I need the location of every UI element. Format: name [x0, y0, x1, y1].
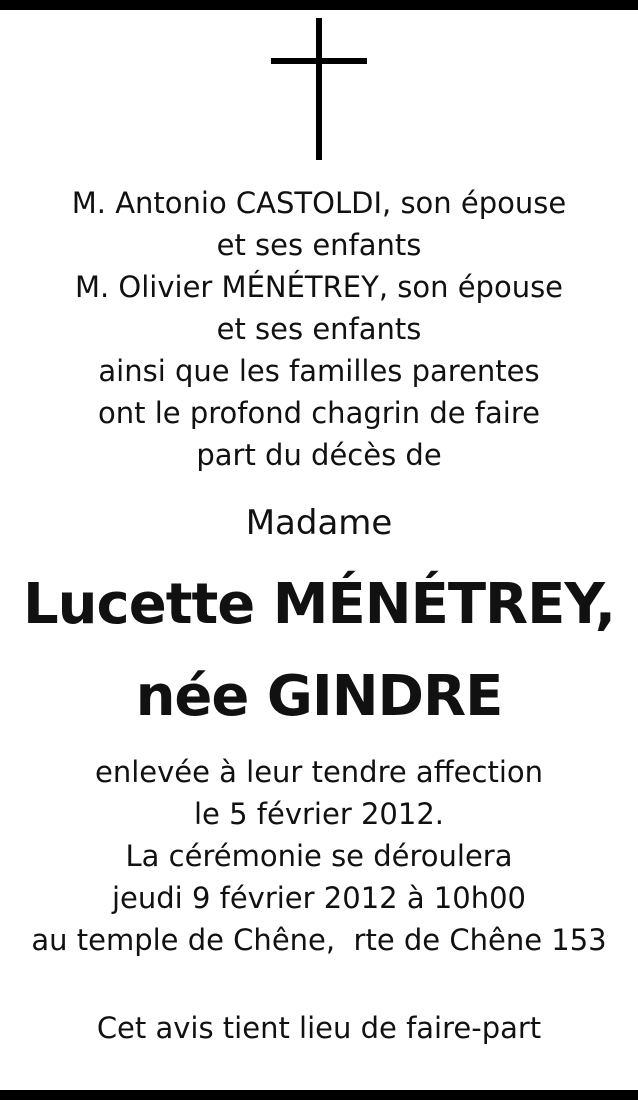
detail-line: La cérémonie se déroulera — [125, 839, 513, 873]
cross-icon — [271, 18, 367, 160]
family-line: M. Antonio CASTOLDI, son épouse — [71, 186, 567, 220]
cross-horizontal-bar — [271, 58, 367, 64]
detail-line: enlevée à leur tendre affection — [94, 755, 544, 789]
deceased-title: Madame — [245, 503, 393, 543]
family-line: et ses enfants — [216, 228, 422, 262]
family-line: ont le profond chagrin de faire — [98, 396, 540, 430]
family-line: M. Olivier MÉNÉTREY, son épouse — [74, 270, 564, 304]
detail-line: au temple de Chêne, rte de Chêne 153 — [31, 923, 607, 957]
deceased-name: Lucette MÉNÉTREY, — [23, 572, 615, 637]
deceased-maiden-name: née GINDRE — [135, 664, 503, 729]
family-line: part du décès de — [196, 438, 442, 472]
family-line: ainsi que les familles parentes — [98, 354, 540, 388]
detail-line: jeudi 9 février 2012 à 10h00 — [111, 881, 526, 915]
family-line: et ses enfants — [216, 312, 422, 346]
detail-line: le 5 février 2012. — [194, 797, 444, 831]
ceremony-details — [0, 751, 638, 961]
cross-vertical-bar — [316, 18, 322, 160]
family-announcement — [0, 182, 638, 476]
footer-note: Cet avis tient lieu de faire-part — [96, 1011, 542, 1045]
